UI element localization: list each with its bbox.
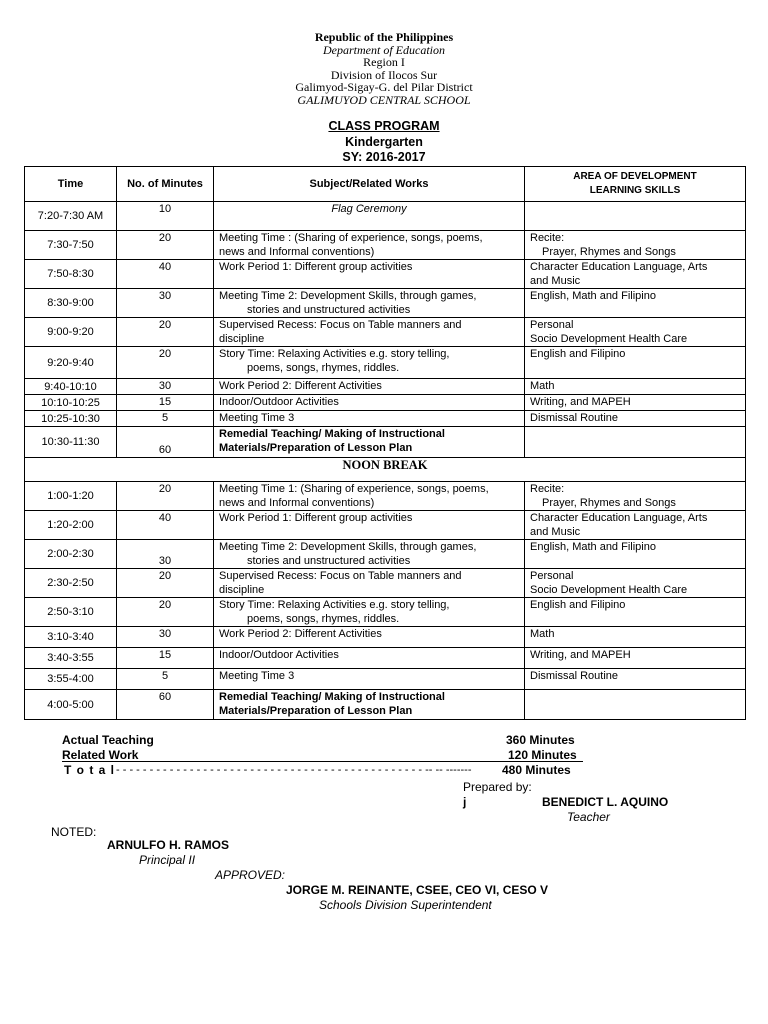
area-cell xyxy=(525,379,746,395)
subject-line: discipline xyxy=(219,584,265,596)
area-cell xyxy=(525,395,746,411)
time-cell: 2:00-2:30 xyxy=(25,540,117,569)
area-cell xyxy=(525,202,746,231)
subject-cell xyxy=(214,482,525,511)
minutes-cell: 15 xyxy=(117,648,214,669)
table-header-row xyxy=(25,167,746,202)
area-cell xyxy=(525,569,746,598)
table-row xyxy=(25,231,746,260)
district-line: Galimyod-Sigay-G. del Pilar District xyxy=(295,80,473,95)
time-cell: 9:00-9:20 xyxy=(25,318,117,347)
table-row xyxy=(25,395,746,411)
area-line: Prayer, Rhymes and Songs xyxy=(542,497,676,509)
subject-line: Story Time: Relaxing Activities e.g. story telling, xyxy=(219,599,450,611)
area-line: Dismissal Routine xyxy=(530,412,619,424)
principal-title: Principal II xyxy=(139,853,196,867)
subject-cell xyxy=(214,379,525,395)
class-program-table xyxy=(24,166,746,720)
area-cell xyxy=(525,411,746,427)
area-line: Personal xyxy=(530,319,574,331)
subject-line: Indoor/Outdoor Activities xyxy=(219,396,339,408)
minutes-cell: 40 xyxy=(117,260,214,289)
area-line: and Music xyxy=(530,275,581,287)
header-area xyxy=(525,167,746,202)
subject-cell xyxy=(214,411,525,427)
subject-cell xyxy=(214,511,525,540)
school-year: SY: 2016-2017 xyxy=(342,150,426,164)
subject-line: poems, songs, rhymes, riddles. xyxy=(247,613,400,625)
subject-cell xyxy=(214,669,525,690)
subject-cell xyxy=(214,395,525,411)
subject-line: Materials/Preparation of Lesson Plan xyxy=(219,442,413,454)
area-line: Recite: xyxy=(530,483,565,495)
table-row xyxy=(25,627,746,648)
header-subject: Subject/Related Works xyxy=(214,167,525,202)
table-row xyxy=(25,540,746,569)
table-row xyxy=(25,318,746,347)
summary-rule xyxy=(62,761,583,762)
area-cell xyxy=(525,260,746,289)
subject-line: Meeting Time 3 xyxy=(219,412,295,424)
approved-label: APPROVED: xyxy=(215,868,286,882)
sds-name: JORGE M. REINANTE, CSEE, CEO VI, CESO V xyxy=(286,883,549,897)
subject-cell xyxy=(214,231,525,260)
table-row xyxy=(25,598,746,627)
subject-line: Indoor/Outdoor Activities xyxy=(219,649,339,661)
minutes-cell: 10 xyxy=(117,202,214,231)
minutes-cell: 30 xyxy=(117,540,214,569)
area-line: Personal xyxy=(530,570,574,582)
area-line: Prayer, Rhymes and Songs xyxy=(542,246,676,258)
area-line: Recite: xyxy=(530,232,565,244)
area-line: and Music xyxy=(530,526,581,538)
minutes-cell: 5 xyxy=(117,411,214,427)
region-line: Region I xyxy=(363,55,405,70)
table-row xyxy=(25,511,746,540)
subject-cell xyxy=(214,598,525,627)
subject-line: Work Period 2: Different Activities xyxy=(219,628,382,640)
time-cell: 3:10-3:40 xyxy=(25,627,117,648)
subject-line: Work Period 1: Different group activities xyxy=(219,512,413,524)
minutes-cell: 30 xyxy=(117,627,214,648)
grade-level: Kindergarten xyxy=(345,134,423,149)
minutes-cell: 20 xyxy=(117,347,214,379)
table-row xyxy=(25,379,746,395)
program-title xyxy=(0,119,768,166)
area-line: Math xyxy=(530,628,555,640)
time-cell: 2:50-3:10 xyxy=(25,598,117,627)
subject-line: Materials/Preparation of Lesson Plan xyxy=(219,705,413,717)
subject-line: stories and unstructured activities xyxy=(247,555,411,567)
time-cell: 9:40-10:10 xyxy=(25,379,117,395)
total-label: T o t a l xyxy=(64,763,115,777)
area-line: English and Filipino xyxy=(530,348,626,360)
area-line: English, Math and Filipino xyxy=(530,541,656,553)
subject-line: Flag Ceremony xyxy=(331,203,407,215)
time-cell: 10:10-10:25 xyxy=(25,395,117,411)
total-dashes: - - - - - - - - - - - - - - - - - - - - - - - - - - - - - - - - - - - - - - - - - - - - - - -- -- ------- xyxy=(116,764,472,776)
republic-line: Republic of the Philippines xyxy=(314,30,454,44)
minutes-cell: 20 xyxy=(117,482,214,511)
subject-line: Work Period 2: Different Activities xyxy=(219,380,382,392)
subject-line: news and Informal conventions) xyxy=(219,246,375,258)
time-cell: 3:40-3:55 xyxy=(25,648,117,669)
subject-cell xyxy=(214,569,525,598)
division-line: Division of Ilocos Sur xyxy=(330,67,438,82)
time-cell: 8:30-9:00 xyxy=(25,289,117,318)
table-row xyxy=(25,669,746,690)
morning-schedule xyxy=(25,202,746,458)
minutes-cell: 40 xyxy=(117,511,214,540)
table-row xyxy=(25,289,746,318)
noted-label: NOTED: xyxy=(51,825,97,839)
area-line: Socio Development Health Care xyxy=(530,333,688,345)
class-program-title: CLASS PROGRAM xyxy=(328,119,440,133)
area-line: Socio Development Health Care xyxy=(530,584,688,596)
time-cell: 3:55-4:00 xyxy=(25,669,117,690)
sds-title: Schools Division Superintendent xyxy=(319,898,492,912)
area-line: Character Education Language, Arts xyxy=(530,261,708,273)
table-row xyxy=(25,482,746,511)
time-cell: 7:30-7:50 xyxy=(25,231,117,260)
table-row xyxy=(25,427,746,458)
table-row xyxy=(25,690,746,720)
subject-cell xyxy=(214,427,525,458)
related-work-label: Related Work xyxy=(62,748,139,762)
table-row xyxy=(25,648,746,669)
area-cell xyxy=(525,540,746,569)
teacher-name: BENEDICT L. AQUINO xyxy=(542,795,669,809)
subject-cell xyxy=(214,202,525,231)
subject-cell xyxy=(214,318,525,347)
minutes-cell: 15 xyxy=(117,395,214,411)
area-cell xyxy=(525,669,746,690)
subject-line: Meeting Time 2: Development Skills, through games, xyxy=(219,541,477,553)
school-header xyxy=(0,31,768,107)
area-cell xyxy=(525,427,746,458)
time-cell: 9:20-9:40 xyxy=(25,347,117,379)
subject-cell xyxy=(214,260,525,289)
area-line: Math xyxy=(530,380,555,392)
table-row xyxy=(25,347,746,379)
noon-break-section xyxy=(25,458,746,482)
stray-j: j xyxy=(463,795,467,809)
header-minutes: No. of Minutes xyxy=(117,167,214,202)
prepared-by-label: Prepared by: xyxy=(463,780,532,794)
time-cell: 1:00-1:20 xyxy=(25,482,117,511)
subject-line: Remedial Teaching/ Making of Instructional xyxy=(219,691,445,703)
area-cell xyxy=(525,289,746,318)
area-cell xyxy=(525,347,746,379)
table-row xyxy=(25,202,746,231)
minutes-cell: 20 xyxy=(117,569,214,598)
minutes-cell: 20 xyxy=(117,318,214,347)
related-work-value: 120 Minutes xyxy=(508,748,577,762)
subject-line: Story Time: Relaxing Activities e.g. story telling, xyxy=(219,348,450,360)
afternoon-schedule xyxy=(25,482,746,720)
subject-cell xyxy=(214,289,525,318)
school-name: GALIMUYOD CENTRAL SCHOOL xyxy=(297,92,471,107)
noon-break-row xyxy=(25,458,746,482)
time-cell: 4:00-5:00 xyxy=(25,690,117,720)
actual-teaching-value: 360 Minutes xyxy=(506,733,575,747)
minutes-cell: 60 xyxy=(117,690,214,720)
subject-line: Work Period 1: Different group activities xyxy=(219,261,413,273)
area-cell xyxy=(525,690,746,720)
area-line: Writing, and MAPEH xyxy=(530,396,631,408)
subject-line: Meeting Time 2: Development Skills, through games, xyxy=(219,290,477,302)
time-cell: 2:30-2:50 xyxy=(25,569,117,598)
subject-cell xyxy=(214,648,525,669)
noon-break: NOON BREAK xyxy=(25,458,746,482)
subject-line: Meeting Time : (Sharing of experience, songs, poems, xyxy=(219,232,483,244)
minutes-cell: 30 xyxy=(117,289,214,318)
subject-line: stories and unstructured activities xyxy=(247,304,411,316)
table-row xyxy=(25,411,746,427)
area-cell xyxy=(525,598,746,627)
area-line: English, Math and Filipino xyxy=(530,290,656,302)
subject-line: news and Informal conventions) xyxy=(219,497,375,509)
minutes-cell: 20 xyxy=(117,231,214,260)
area-line: Writing, and MAPEH xyxy=(530,649,631,661)
minutes-cell: 20 xyxy=(117,598,214,627)
time-cell: 7:20-7:30 AM xyxy=(25,202,117,231)
table-row xyxy=(25,260,746,289)
area-cell xyxy=(525,318,746,347)
area-cell xyxy=(525,511,746,540)
subject-cell xyxy=(214,347,525,379)
time-cell: 10:25-10:30 xyxy=(25,411,117,427)
table-row xyxy=(25,569,746,598)
subject-line: Supervised Recess: Focus on Table manners and xyxy=(219,319,462,331)
principal-name: ARNULFO H. RAMOS xyxy=(107,838,229,852)
area-cell xyxy=(525,648,746,669)
subject-line: poems, songs, rhymes, riddles. xyxy=(247,362,400,374)
header-time: Time xyxy=(25,167,117,202)
subject-line: Meeting Time 3 xyxy=(219,670,295,682)
time-cell: 1:20-2:00 xyxy=(25,511,117,540)
area-cell xyxy=(525,482,746,511)
header-area-line2: LEARNING SKILLS xyxy=(589,185,681,196)
total-value: 480 Minutes xyxy=(502,763,571,777)
area-cell xyxy=(525,627,746,648)
area-line: Character Education Language, Arts xyxy=(530,512,708,524)
area-cell xyxy=(525,231,746,260)
subject-line: Supervised Recess: Focus on Table manners and xyxy=(219,570,462,582)
subject-line: Meeting Time 1: (Sharing of experience, songs, poems, xyxy=(219,483,489,495)
subject-line: Remedial Teaching/ Making of Instructional xyxy=(219,428,445,440)
minutes-cell: 5 xyxy=(117,669,214,690)
department-line: Department of Education xyxy=(323,42,445,57)
time-cell: 10:30-11:30 xyxy=(25,427,117,458)
teacher-title: Teacher xyxy=(567,810,610,824)
time-cell: 7:50-8:30 xyxy=(25,260,117,289)
actual-teaching-label: Actual Teaching xyxy=(62,733,154,747)
header-area-line1: AREA OF DEVELOPMENT xyxy=(573,171,697,182)
subject-cell xyxy=(214,540,525,569)
minutes-cell: 30 xyxy=(117,379,214,395)
area-line: Dismissal Routine xyxy=(530,670,619,682)
subject-line: discipline xyxy=(219,333,265,345)
area-line: English and Filipino xyxy=(530,599,626,611)
subject-cell xyxy=(214,627,525,648)
minutes-cell: 60 xyxy=(117,427,214,458)
subject-cell xyxy=(214,690,525,720)
